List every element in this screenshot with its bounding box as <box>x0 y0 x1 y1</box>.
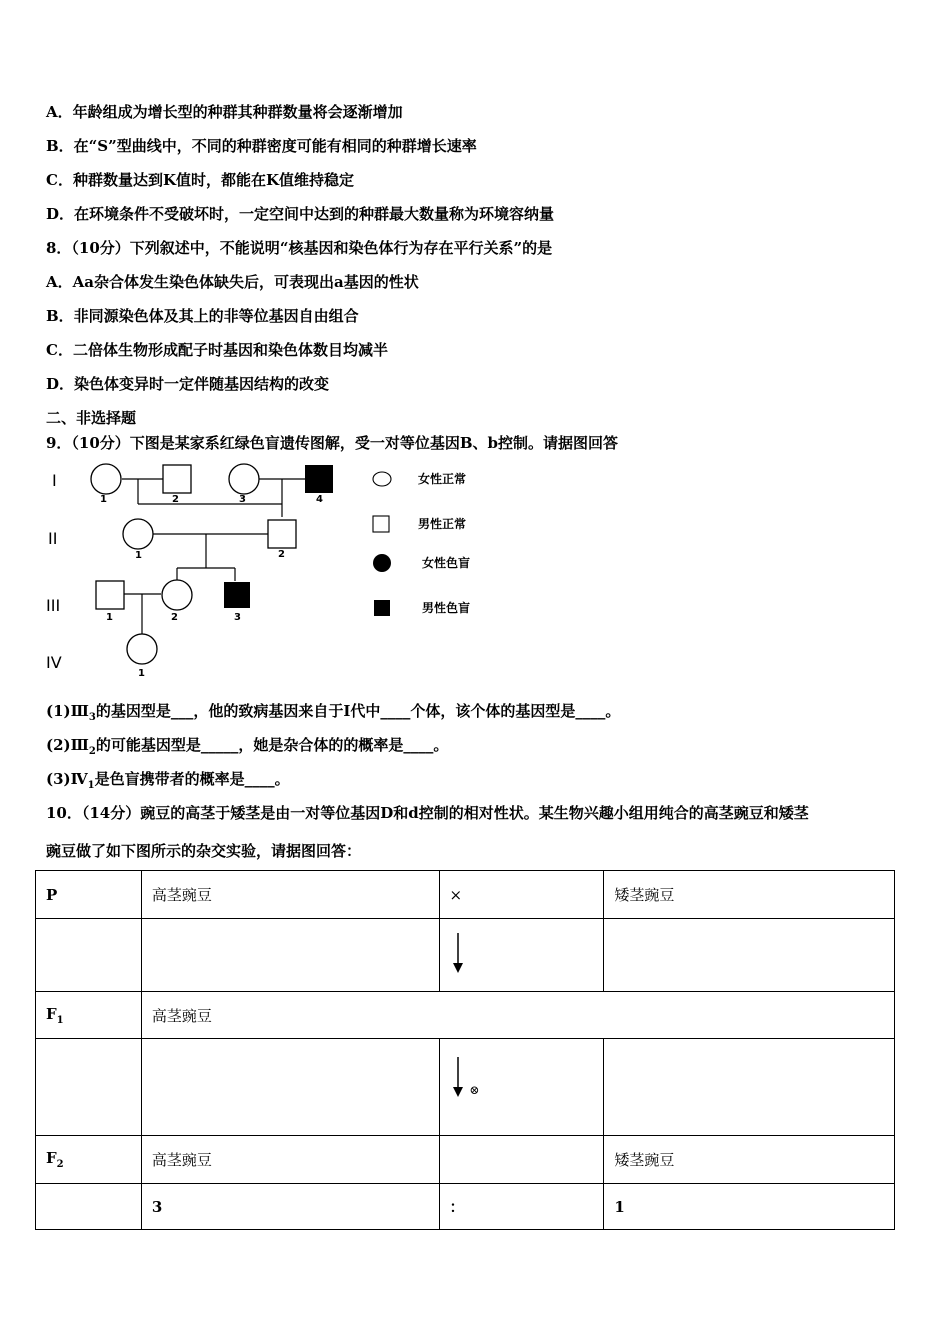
iii2-female-normal <box>162 580 192 610</box>
q8-option-c: C．二倍体生物形成配子时基因和染色体数目均减半 <box>46 341 388 359</box>
legend-male-colorblind: 男性色盲 <box>422 601 471 615</box>
pedigree-svg <box>40 458 500 682</box>
q8-option-b: B．非同源染色体及其上的非等位基因自由组合 <box>46 307 359 325</box>
p-label: P <box>36 871 142 919</box>
legend-female-normal: 女性正常 <box>418 472 467 486</box>
section-title: 二、非选择题 <box>46 409 137 427</box>
q9-stem: 9．（10分）下图是某家系红绿色盲遗传图解，受一对等位基因B、b控制。请据图回答 <box>46 434 618 452</box>
gen-label-i: I <box>52 471 57 490</box>
num-ii2: 2 <box>278 549 285 560</box>
cross-symbol: × <box>439 871 604 919</box>
num-iv1: 1 <box>138 668 145 679</box>
q9-sub2: $(2)Ⅲ_2$的可能基因型是_____，她是杂合体的的概率是____。 <box>46 736 449 757</box>
p-short: 矮茎豌豆 <box>604 871 895 919</box>
ratio-right: 1 <box>604 1184 895 1230</box>
q7-option-d: D．在环境条件不受破坏时，一定空间中达到的种群最大数量称为环境容纳量 <box>46 205 555 223</box>
row-p <box>36 871 895 919</box>
row-ratio <box>36 1184 895 1230</box>
i4-male-colorblind <box>305 465 333 493</box>
gen-label-iii: III <box>46 596 61 615</box>
ratio-colon: ： <box>439 1184 604 1230</box>
q10-stem-line1: 10．（14分）豌豆的高茎于矮茎是由一对等位基因D和d控制的相对性状。某生物兴趣小组用纯合的高茎豌豆和矮茎 <box>46 804 809 822</box>
f2-label: $F_2$ <box>36 1136 142 1184</box>
i3-female-normal <box>229 464 259 494</box>
row-arrow-1 <box>36 919 895 992</box>
legend-male-colorblind-icon <box>374 600 390 616</box>
num-ii1: 1 <box>135 550 142 561</box>
self-cross-symbol: ⊗ <box>469 1083 480 1097</box>
ii1-female-normal <box>123 519 153 549</box>
f2-tall: 高茎豌豆 <box>141 1136 439 1184</box>
iii1-male-normal <box>96 581 124 609</box>
legend-female-colorblind: 女性色盲 <box>422 556 471 570</box>
q9-sub1: $(1)Ⅲ_3$的基因型是___，他的致病基因来自于Ⅰ代中____个体，该个体的基因型是____。 <box>46 702 621 723</box>
legend-female-normal-icon <box>373 472 391 486</box>
i2-male-normal <box>163 465 191 493</box>
num-i3: 3 <box>239 494 246 505</box>
q7-option-b: B．在“S”型曲线中，不同的种群密度可能有相同的种群增长速率 <box>46 137 477 155</box>
gen-label-ii: II <box>48 529 58 548</box>
i1-female-normal <box>91 464 121 494</box>
down-arrow-icon <box>450 931 470 975</box>
num-iii2: 2 <box>171 612 178 623</box>
f1-label: $F_1$ <box>36 992 142 1039</box>
legend-male-normal-icon <box>373 516 389 532</box>
iv1-female-normal <box>127 634 157 664</box>
iii3-male-colorblind <box>224 582 250 608</box>
cross-table <box>35 870 895 1230</box>
f1-value: 高茎豌豆 <box>141 992 894 1039</box>
q7-option-c: C．种群数量达到K值时，都能在K值维持稳定 <box>46 171 355 189</box>
f2-short: 矮茎豌豆 <box>604 1136 895 1184</box>
num-iii3: 3 <box>234 612 241 623</box>
num-i1: 1 <box>100 494 107 505</box>
num-i2: 2 <box>172 494 179 505</box>
gen-label-iv: IV <box>46 653 62 672</box>
q10-stem-line2: 豌豆做了如下图所示的杂交实验，请据图回答： <box>46 842 362 860</box>
q8-option-a: A．Aa杂合体发生染色体缺失后，可表现出a基因的性状 <box>46 273 419 291</box>
p-tall: 高茎豌豆 <box>141 871 439 919</box>
num-iii1: 1 <box>106 612 113 623</box>
legend-male-normal: 男性正常 <box>418 517 467 531</box>
q8-stem: 8．（10分）下列叙述中，不能说明“核基因和染色体行为存在平行关系”的是 <box>46 239 553 257</box>
q9-sub3: $(3)Ⅳ_1$是色盲携带者的概率是____。 <box>46 770 290 791</box>
ii2-male-normal <box>268 520 296 548</box>
num-i4: 4 <box>316 494 323 505</box>
row-f1 <box>36 992 895 1039</box>
ratio-left: 3 <box>141 1184 439 1230</box>
row-arrow-2 <box>36 1039 895 1136</box>
q8-option-d: D．染色体变异时一定伴随基因结构的改变 <box>46 375 330 393</box>
pedigree-chart <box>40 458 500 682</box>
q7-option-a: A．年龄组成为增长型的种群其种群数量将会逐渐增加 <box>46 103 403 121</box>
legend-female-colorblind-icon <box>373 554 391 572</box>
row-f2 <box>36 1136 895 1184</box>
down-arrow-icon <box>450 1055 470 1099</box>
